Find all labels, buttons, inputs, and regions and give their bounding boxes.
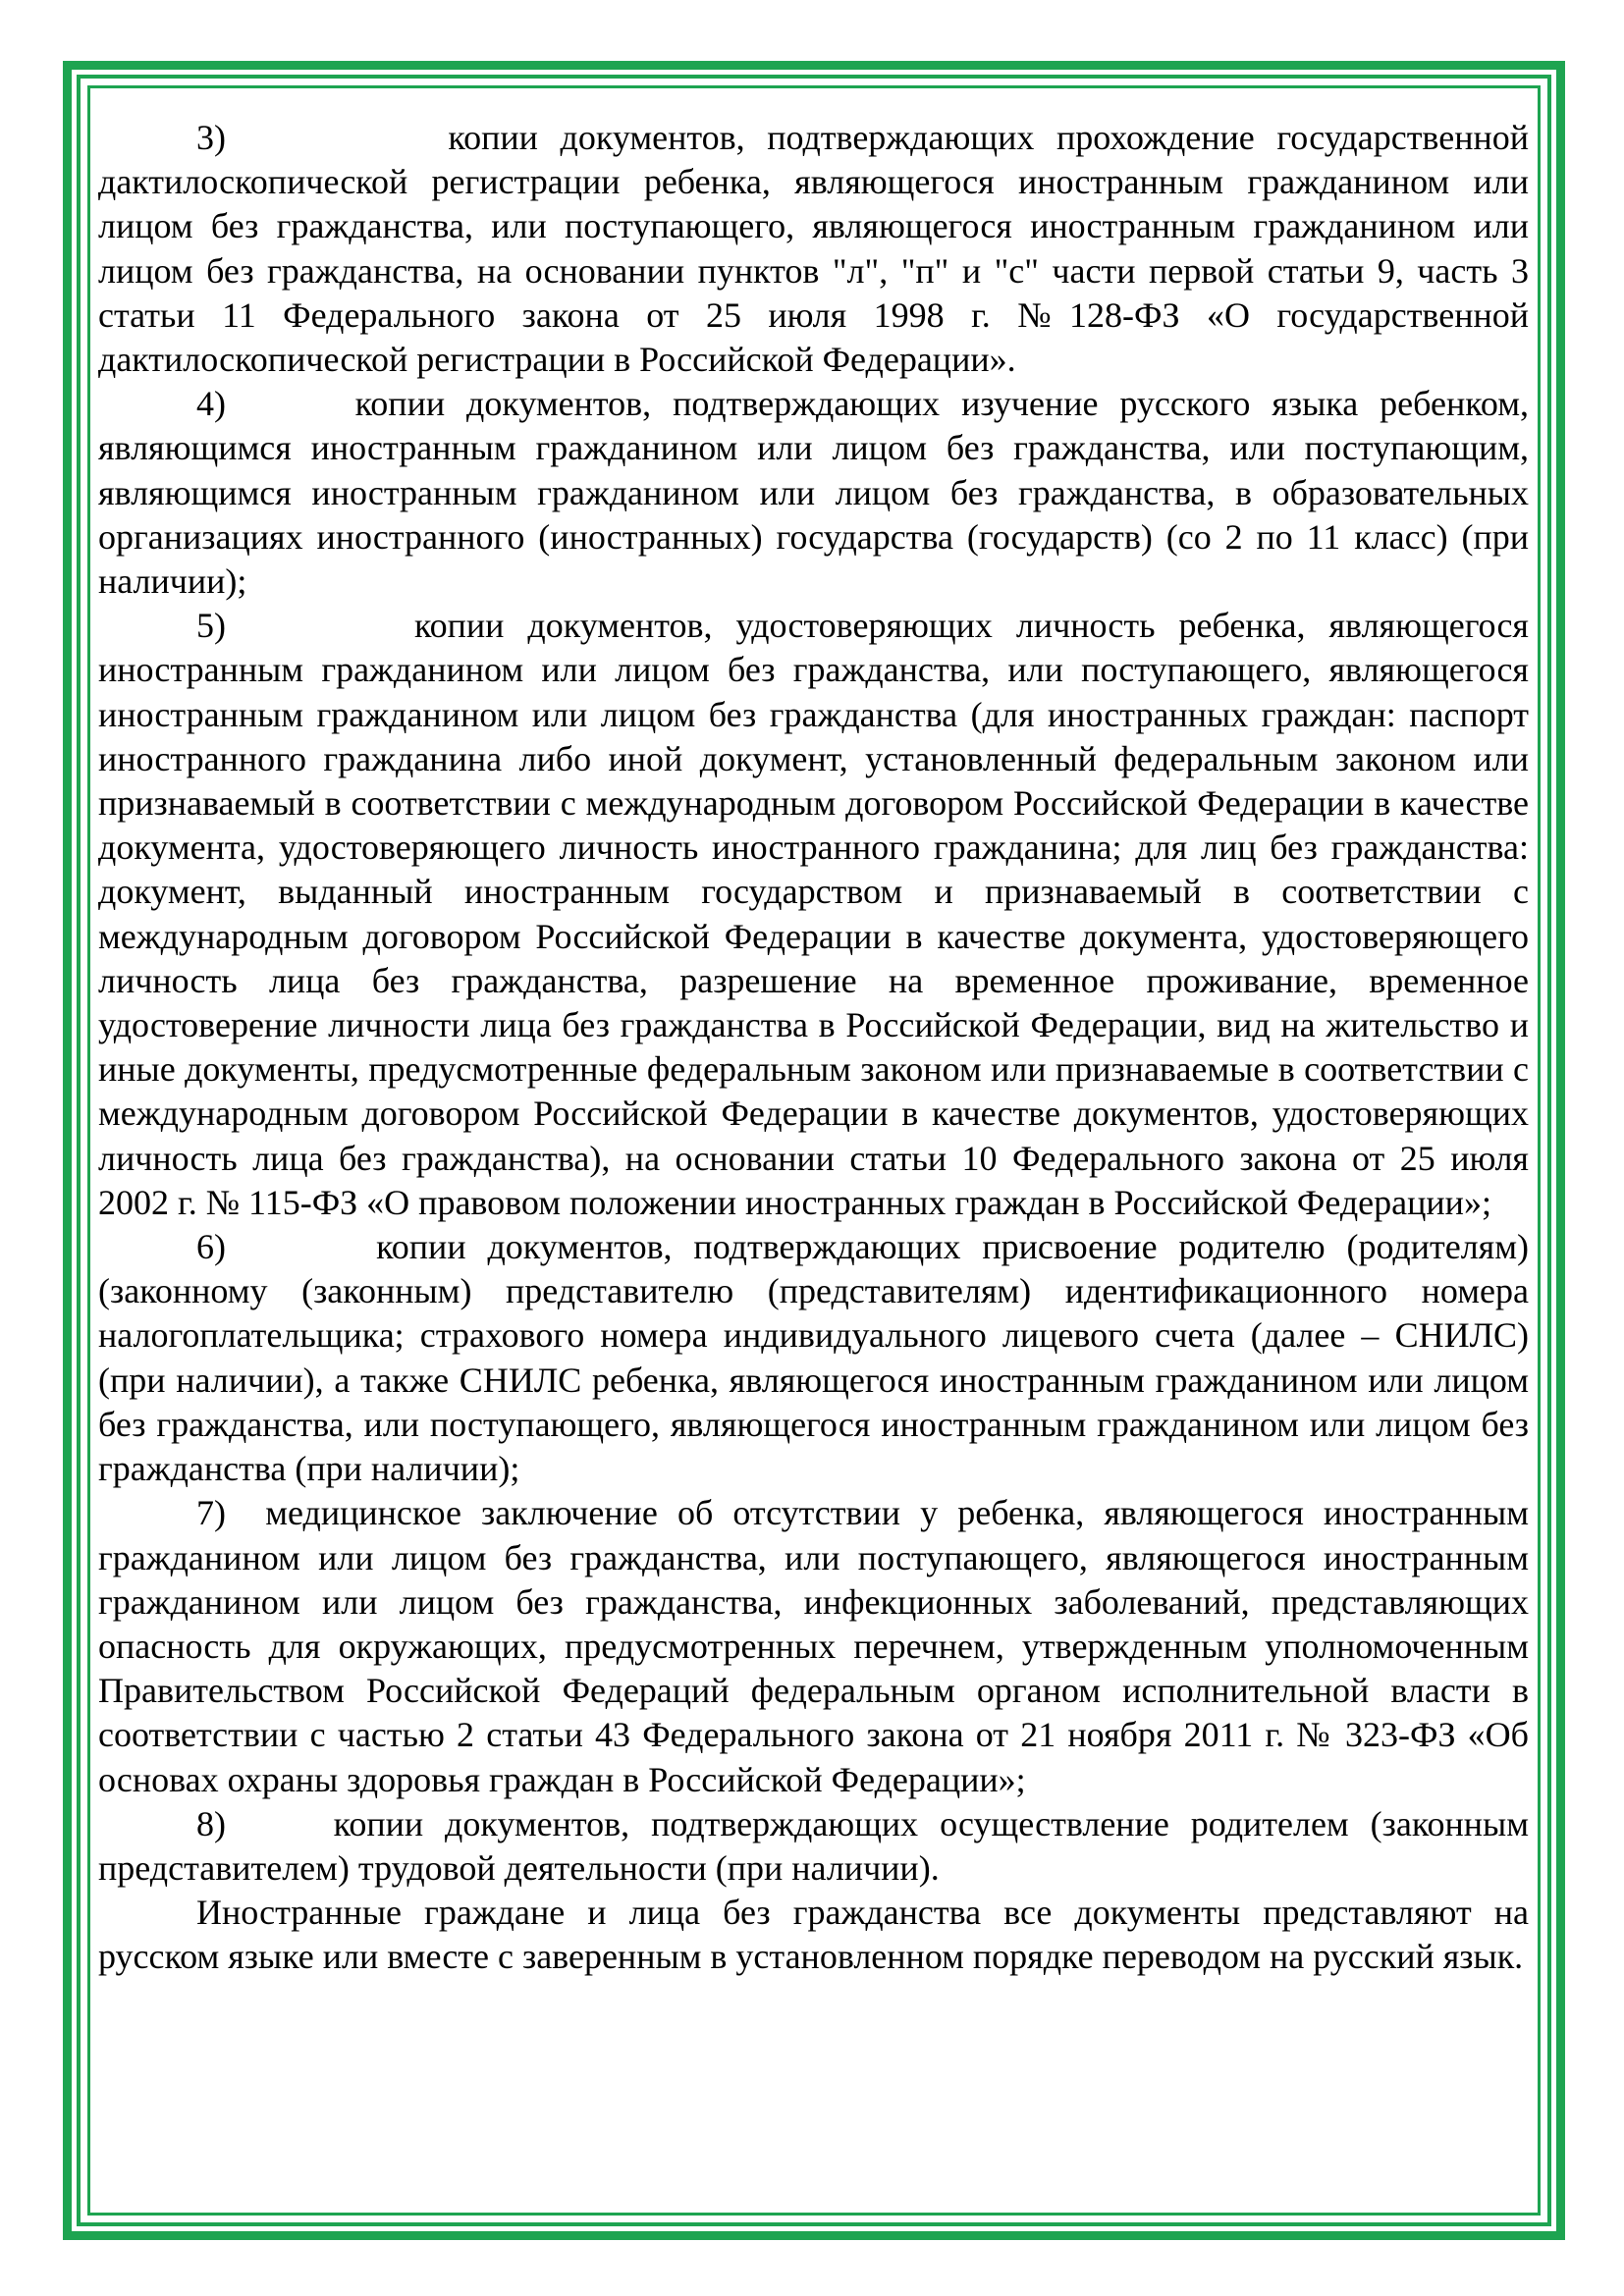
list-item-4: 4) копии документов, подтверждающих изучение русского языка ребенком, являющимся иностранным гражданином или лицом без гражданства, или поступающим, являющимся иностранным гражданином или лицом без гражданства, в образовательных организациях иностранного (иностранных) государства (государств) (со 2 по 11 класс) (при наличии); bbox=[98, 384, 1529, 602]
closing-paragraph: Иностранные граждане и лица без гражданства все документы представляют на русском языке или вместе с заверенным в установленном порядке переводом на русский язык. bbox=[98, 1893, 1529, 1977]
list-item-8: 8) копии документов, подтверждающих осуществление родителем (законным представителем) трудовой деятельности (при наличии). bbox=[98, 1803, 1529, 1888]
document-body bbox=[98, 116, 1529, 1980]
list-item-3: 3) копии документов, подтверждающих прохождение государственной дактилоскопической регистрации ребенка, являющегося иностранным гражданином или лицом без гражданства, или поступающего, являющегося иностранным гражданином или лицом без гражданства, на основании пунктов "л", "п" и "с" части первой статьи 9, часть 3 статьи 11 Федерального закона от 25 июля 1998 г. №128-ФЗ «О государственной дактилоскопической регистрации в Российской Федерации». bbox=[98, 118, 1529, 380]
list-item-7: 7) медицинское заключение об отсутствии у ребенка, являющегося иностранным гражданином или лицом без гражданства, или поступающего, являющегося иностранным гражданином или лицом без гражданства, инфекционных заболеваний, представляющих опасность для окружающих, предусмотренных перечнем, утвержденным уполномоченным Правительством Российской Федераций федеральным органом исполнительной власти в соответствии с частью 2 статьи 43 Федерального закона от 21 ноября 2011 г. № 323-ФЗ «Об основах охраны здоровья граждан в Российской Федерации»; bbox=[98, 1493, 1529, 1799]
list-item-6: 6) копии документов, подтверждающих присвоение родителю (родителям) (законному (законным) представителю (представителям) идентификационного номера налогоплательщика; страхового номера индивидуального лицевого счета (далее – СНИЛС) (при наличии), а также СНИЛС ребенка, являющегося иностранным гражданином или лицом без гражданства, или поступающего, являющегося иностранным гражданином или лицом без гражданства (при наличии); bbox=[98, 1227, 1529, 1489]
list-item-5: 5) копии документов, удостоверяющих личность ребенка, являющегося иностранным гражданином или лицом без гражданства, или поступающего, являющегося иностранным гражданином или лицом без гражданства (для иностранных граждан: паспорт иностранного гражданина либо иной документ, установленный федеральным законом или признаваемый в соответствии с международным договором Российской Федерации в качестве документа, удостоверяющего личность иностранного гражданина; для лиц без гражданства: документ, выданный иностранным государством и признаваемый в соответствии с международным договором Российской Федерации в качестве документа, удостоверяющего личность лица без гражданства, разрешение на временное проживание, временное удостоверение личности лица без гражданства в Российской Федерации, вид на жительство и иные документы, предусмотренные федеральным законом или признаваемые в соответствии с международным договором Российской Федерации в качестве документов, удостоверяющих личность лица без гражданства), на основании статьи 10 Федерального закона от 25 июля 2002 г. № 115-ФЗ «О правовом положении иностранных граждан в Российской Федерации»; bbox=[98, 606, 1529, 1222]
